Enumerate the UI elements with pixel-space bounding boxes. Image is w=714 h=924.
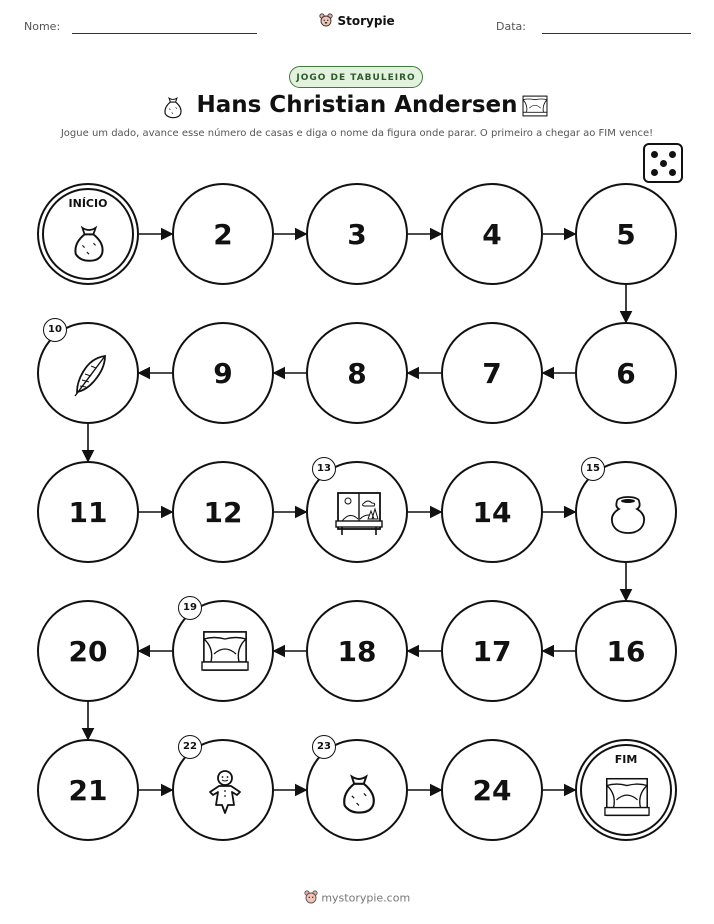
footer [0, 890, 714, 907]
instructions-text: Jogue um dado, avance esse número de casas e diga o nome da figura onde parar. O primeiro a chegar ao FIM vence! [60, 128, 654, 139]
space-number-badge: 19 [178, 596, 202, 620]
footer-url: mystorypie.com [321, 891, 411, 905]
space-number: 21 [68, 773, 108, 807]
space-11[interactable] [37, 461, 139, 563]
space-9[interactable] [172, 322, 274, 424]
space-18[interactable] [306, 600, 408, 702]
window-landscape-icon [334, 489, 384, 541]
space-number: 12 [203, 495, 243, 529]
space-number: 6 [616, 356, 636, 390]
space-number: 20 [68, 634, 108, 668]
space-number: 14 [472, 495, 512, 529]
space-number: 2 [213, 217, 233, 251]
gingerbread-doll-icon [200, 767, 250, 821]
sack-icon [65, 219, 113, 267]
space-start[interactable] [37, 183, 139, 285]
space-3[interactable] [306, 183, 408, 285]
space-12[interactable] [172, 461, 274, 563]
space-14[interactable] [441, 461, 543, 563]
space-17[interactable] [441, 600, 543, 702]
start-label: INÍCIO [68, 197, 108, 210]
space-number: 17 [472, 634, 512, 668]
pot-icon [603, 489, 653, 543]
space-number: 7 [482, 356, 502, 390]
space-number: 24 [472, 773, 512, 807]
space-number: 8 [347, 356, 367, 390]
space-20[interactable] [37, 600, 139, 702]
space-23[interactable] [306, 739, 408, 841]
space-number: 16 [606, 634, 646, 668]
space-number: 18 [337, 634, 377, 668]
name-label: Nome: [24, 20, 61, 33]
space-19[interactable] [172, 600, 274, 702]
space-5[interactable] [575, 183, 677, 285]
space-8[interactable] [306, 322, 408, 424]
space-4[interactable] [441, 183, 543, 285]
feather-quill-icon [65, 350, 115, 404]
space-6[interactable] [575, 322, 677, 424]
date-label: Data: [496, 20, 526, 33]
space-2[interactable] [172, 183, 274, 285]
page-title: Hans Christian Andersen [196, 92, 518, 118]
space-number-badge: 10 [43, 318, 67, 342]
space-7[interactable] [441, 322, 543, 424]
game-type-badge: JOGO DE TABULEIRO [289, 66, 423, 88]
space-number: 9 [213, 356, 233, 390]
space-number: 5 [616, 217, 636, 251]
space-16[interactable] [575, 600, 677, 702]
bear-icon [304, 890, 318, 907]
space-number-badge: 15 [581, 457, 605, 481]
space-number-badge: 22 [178, 735, 202, 759]
space-13[interactable] [306, 461, 408, 563]
curtain-window-icon [603, 775, 651, 825]
space-number: 11 [68, 495, 108, 529]
space-15[interactable] [575, 461, 677, 563]
space-number-badge: 23 [312, 735, 336, 759]
space-number: 4 [482, 217, 502, 251]
space-10[interactable] [37, 322, 139, 424]
sack-icon [334, 767, 384, 819]
space-21[interactable] [37, 739, 139, 841]
space-number: 3 [347, 217, 367, 251]
space-finish[interactable] [575, 739, 677, 841]
curtain-window-icon [200, 628, 250, 680]
brand-name: Storypie [337, 14, 395, 28]
space-number-badge: 13 [312, 457, 336, 481]
space-22[interactable] [172, 739, 274, 841]
space-24[interactable] [441, 739, 543, 841]
finish-label: FIM [614, 753, 638, 766]
